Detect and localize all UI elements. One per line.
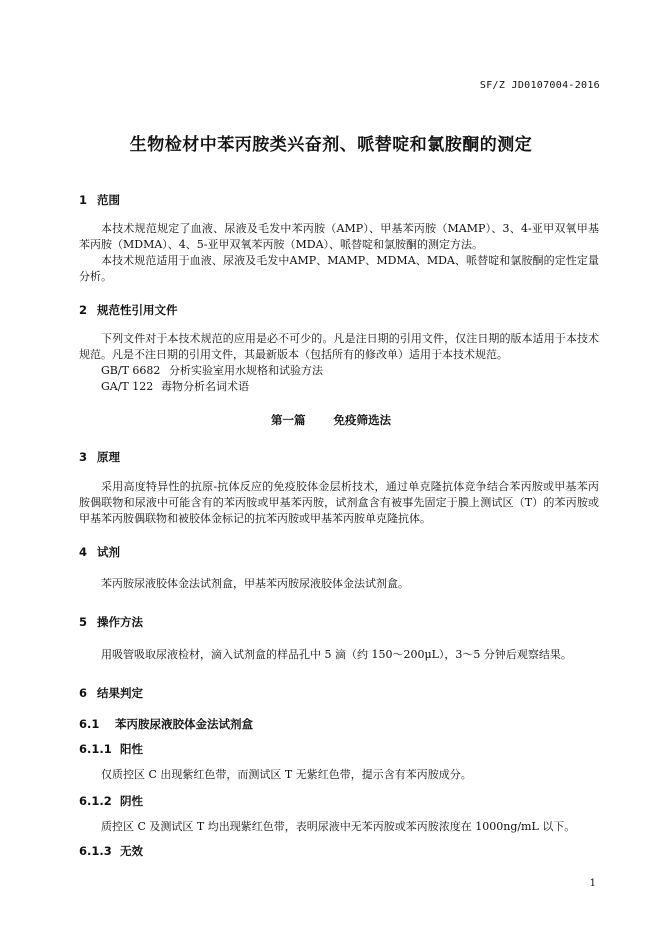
subsection-heading (79, 716, 253, 732)
section-title: 试剂 (97, 545, 120, 559)
part-name: 免疫筛选法 (333, 413, 391, 427)
document-title: 生物检材中苯丙胺类兴奋剂、哌替啶和氯胺酮的测定 (129, 135, 533, 155)
section-heading-scope (79, 192, 120, 208)
item-title: 阳性 (120, 742, 143, 756)
paragraph: 采用高度特异性的抗原-抗体反应的免疫胶体金层析技术，通过单克隆抗体竞争结合苯丙胺或甲基苯丙胺偶联物和尿液中可能含有的苯丙胺或甲基苯丙胺，试剂盒含有被事先固定于膜上测试区（T）的苯丙胺或甲基苯丙胺偶联物和被胶体金标记的抗苯丙胺或甲基苯丙胺单克隆抗体。 (79, 480, 599, 525)
part-heading (0, 412, 662, 428)
item-number: 6.1.1 (79, 742, 112, 756)
part-label: 第一篇 (271, 413, 306, 427)
section-number: 3 (79, 450, 88, 464)
item-title: 无效 (120, 844, 143, 858)
item-number: 6.1.3 (79, 844, 112, 858)
section-number: 6 (79, 686, 88, 700)
section-heading-judgement (79, 685, 143, 701)
item-title: 阴性 (120, 794, 143, 808)
section-title: 操作方法 (97, 615, 143, 629)
reference-code: GA/T 122 (101, 380, 154, 393)
procedure-text: 用吸管吸取尿液检材，滴入试剂盒的样品孔中 5 滴（约 150～200μL），3～5 分钟后观察结果。 (101, 648, 572, 661)
paragraph: 本技术规范规定了血液、尿液及毛发中苯丙胺（AMP）、甲基苯丙胺（MAMP）、3、4-亚甲双氧甲基苯丙胺（MDMA）、4、5-亚甲双氧苯丙胺（MDA）、哌替啶和氯胺酮的测定方法。 (79, 222, 599, 251)
reference-item (101, 379, 249, 395)
paragraph: 下列文件对于本技术规范的应用是必不可少的。凡是注日期的引用文件，仅注日期的版本适用于本技术规范。凡是不注日期的引用文件，其最新版本（包括所有的修改单）适用于本技术规范。 (79, 332, 599, 361)
reference-name: 分析实验室用水规格和试验方法 (169, 364, 323, 377)
reference-code: GB/T 6682 (101, 364, 161, 377)
principle-text (79, 479, 599, 527)
section-title: 规范性引用文件 (97, 303, 178, 317)
subsection-title: 苯丙胺尿液胶体金法试剂盒 (115, 717, 253, 731)
standard-code: SF/Z JD0107004-2016 (479, 80, 600, 91)
reference-name: 毒物分析名词术语 (161, 380, 249, 393)
item-heading-positive (79, 741, 143, 757)
reference-item (101, 363, 323, 379)
item-heading-negative (79, 793, 143, 809)
paragraph: 本技术规范适用于血液、尿液及毛发中AMP、MAMP、MDMA、MDA、哌替啶和氯胺酮的定性定量分析。 (79, 254, 599, 283)
section-heading-references (79, 302, 178, 318)
positive-text: 仅质控区 C 出现紫红色带，而测试区 T 无紫红色带，提示含有苯丙胺成分。 (101, 768, 472, 781)
section-title: 结果判定 (97, 686, 143, 700)
section-number: 5 (79, 615, 88, 629)
reagents-text: 苯丙胺尿液胶体金法试剂盒，甲基苯丙胺尿液胶体金法试剂盒。 (101, 577, 409, 590)
section-heading-reagents (79, 544, 120, 560)
item-heading-invalid (79, 843, 143, 859)
section-heading-principle (79, 449, 120, 465)
negative-text: 质控区 C 及测试区 T 均出现紫红色带，表明尿液中无苯丙胺或苯丙胺浓度在 1000ng/mL 以下。 (101, 820, 576, 833)
section-title: 原理 (97, 450, 120, 464)
subsection-number: 6.1 (79, 717, 100, 731)
section-number: 1 (79, 193, 88, 207)
item-number: 6.1.2 (79, 794, 112, 808)
section-number: 4 (79, 545, 88, 559)
scope-text (79, 221, 599, 285)
references-text (79, 331, 599, 363)
section-number: 2 (79, 303, 88, 317)
page-number: 1 (589, 878, 596, 889)
section-title: 范围 (97, 193, 120, 207)
section-heading-procedure (79, 614, 143, 630)
